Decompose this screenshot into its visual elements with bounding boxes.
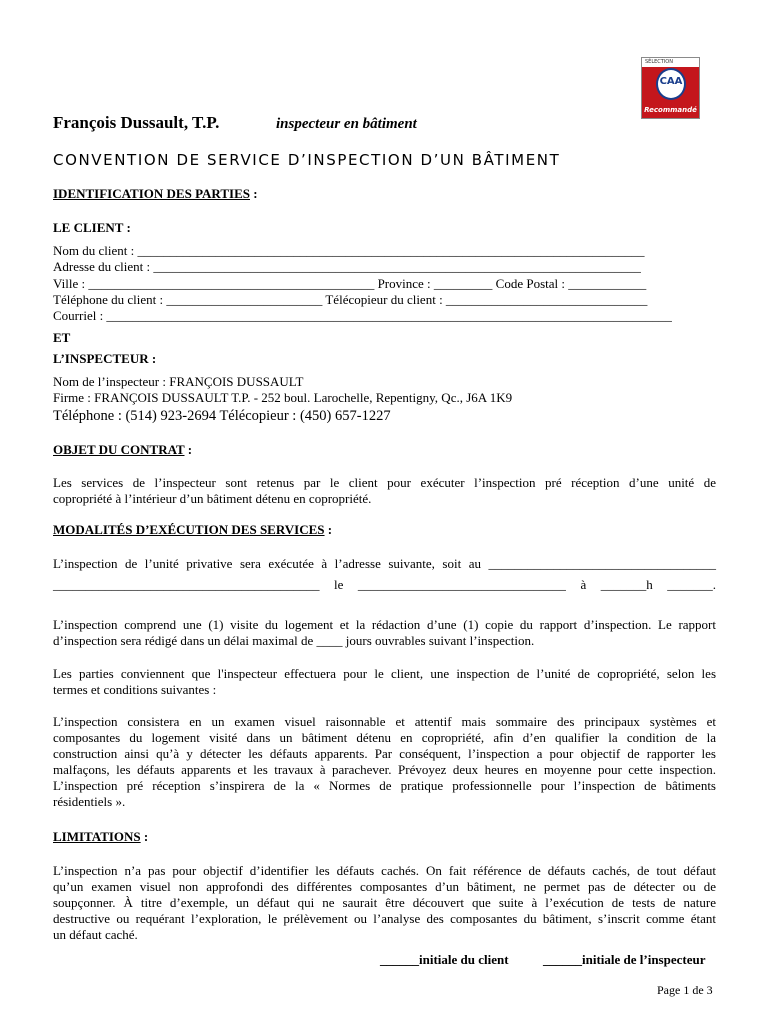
modalites-heading (53, 522, 332, 538)
paragraph-line: L’inspection consistera en un examen visuel raisonnable et attentif mais sommaire des principaux systèmes et (53, 714, 716, 729)
logo-badge-text: Recommandé (644, 106, 697, 114)
objet-heading-text: OBJET DU CONTRAT (53, 442, 185, 457)
identification-heading (53, 186, 258, 202)
caa-recommended-logo (641, 57, 700, 119)
paragraph-line: Les parties conviennent que l'inspecteur effectuera pour le client, une inspection de l’unité de copropriété, selon les (53, 666, 716, 681)
modalites-paragraph-2 (53, 666, 716, 698)
paragraph-line: construction ainsi qu’à y détecter les défauts apparents. Par conséquent, l’inspection a pour objectif de rapporter les (53, 746, 716, 761)
client-address-field[interactable]: Adresse du client : ___________________________________________________________________________ (53, 259, 641, 274)
paragraph-line: malfaçons, les défauts apparents et les travaux à parachever. Prévoyez deux heures en moyenne pour cette inspection. (53, 762, 716, 777)
client-name-field[interactable]: Nom du client : ______________________________________________________________________________ (53, 243, 645, 258)
limitations-heading (53, 829, 148, 845)
paragraph-line: résidentiels ». (53, 794, 126, 809)
modalites-paragraph-1 (53, 617, 716, 649)
caa-oval-icon (656, 68, 686, 100)
objet-line: Les services de l’inspecteur sont retenus par le client pour exécuter l’inspection pré réception d’une unité de (53, 475, 716, 490)
inspector-role-header: inspecteur en bâtiment (276, 116, 417, 132)
paragraph-line: L’inspection comprend une (1) visite du logement et la rédaction d’une (1) copie du rapport d’inspection. Le rapport (53, 617, 716, 632)
page-number: Page 1 de 3 (657, 983, 713, 997)
inspector-heading: L’INSPECTEUR : (53, 351, 157, 366)
client-heading: LE CLIENT : (53, 220, 131, 235)
address-line-2[interactable]: _________________________________________ le ________________________________ à _______h _______. (53, 577, 716, 592)
modalites-paragraph-3 (53, 714, 716, 810)
client-city-province-field[interactable]: Ville : ____________________________________________ Province : _________ Code Postal : ____________ (53, 276, 647, 291)
limitations-paragraph (53, 863, 716, 943)
paragraph-line: un défaut caché. (53, 927, 138, 942)
identification-heading-text: IDENTIFICATION DES PARTIES (53, 186, 250, 201)
client-initial-field[interactable]: ______initiale du client (380, 952, 509, 967)
page-title: CONVENTION DE SERVICE D’INSPECTION D’UN BÂTIMENT (53, 151, 561, 169)
objet-paragraph (53, 475, 716, 507)
inspector-phone-fax: Téléphone : (514) 923-2694 Télécopieur : (450) 657-1227 (53, 408, 391, 424)
inspector-initial-field[interactable]: ______initiale de l’inspecteur (543, 952, 706, 967)
address-line-1[interactable]: L’inspection de l’unité privative sera exécutée à l’adresse suivante, soit au ___________________________________ (53, 556, 716, 571)
objet-colon: : (184, 442, 193, 457)
paragraph-line: composantes du logement visité dans un bâtiment détenu en copropriété, afin d’en qualifier la condition de la (53, 730, 716, 745)
inspector-firm: Firme : FRANÇOIS DUSSAULT T.P. - 252 boul. Larochelle, Repentigny, Qc., J6A 1K9 (53, 390, 513, 405)
modalites-heading-text: MODALITÉS D’EXÉCUTION DES SERVICES (53, 522, 325, 537)
inspector-name: Nom de l’inspecteur : FRANÇOIS DUSSAULT (53, 374, 304, 389)
objet-line: copropriété à l’intérieur d’un bâtiment détenu en copropriété. (53, 491, 372, 506)
limitations-heading-text: LIMITATIONS (53, 829, 141, 844)
client-phone-fax-field[interactable]: Téléphone du client : ________________________ Télécopieur du client : _______________________________ (53, 292, 648, 307)
logo-top-text: SÉLECTION (642, 58, 699, 67)
paragraph-line: qu’un examen visuel non approfondi des différentes composantes d’un bâtiment, ne permet pas de détecter ou de (53, 879, 716, 894)
limitations-colon: : (140, 829, 149, 844)
paragraph-line: L’inspection pré réception s’inspirera de la « Normes de pratique professionnelle pour l’inspection de bâtiments (53, 778, 716, 793)
paragraph-line: destructive ou requérant l’exploration, le prélèvement ou l’analyse des composantes du bâtiment, s’inscrit comme étant (53, 911, 716, 926)
inspector-name-header: François Dussault, T.P. (53, 113, 220, 132)
modalites-colon: : (324, 522, 333, 537)
paragraph-line: L’inspection n’a pas pour objectif d’identifier les défauts cachés. On fait référence de défauts cachés, de tout défaut (53, 863, 716, 878)
paragraph-line: termes et conditions suivantes : (53, 682, 217, 697)
modalites-address-paragraph (53, 556, 716, 593)
paragraph-line: soupçonner. À titre d’exemple, un défaut qui ne saurait être découvert que suite à l’exécution de tests de nature (53, 895, 716, 910)
client-email-field[interactable]: Courriel : _______________________________________________________________________________________ (53, 308, 672, 323)
identification-colon: : (250, 186, 258, 201)
logo-brand-text: CAA (659, 76, 683, 87)
paragraph-line: d’inspection sera rédigé dans un délai maximal de ____ jours ouvrables suivant l’inspection. (53, 633, 535, 648)
objet-heading (53, 442, 192, 458)
et-label: ET (53, 330, 71, 345)
